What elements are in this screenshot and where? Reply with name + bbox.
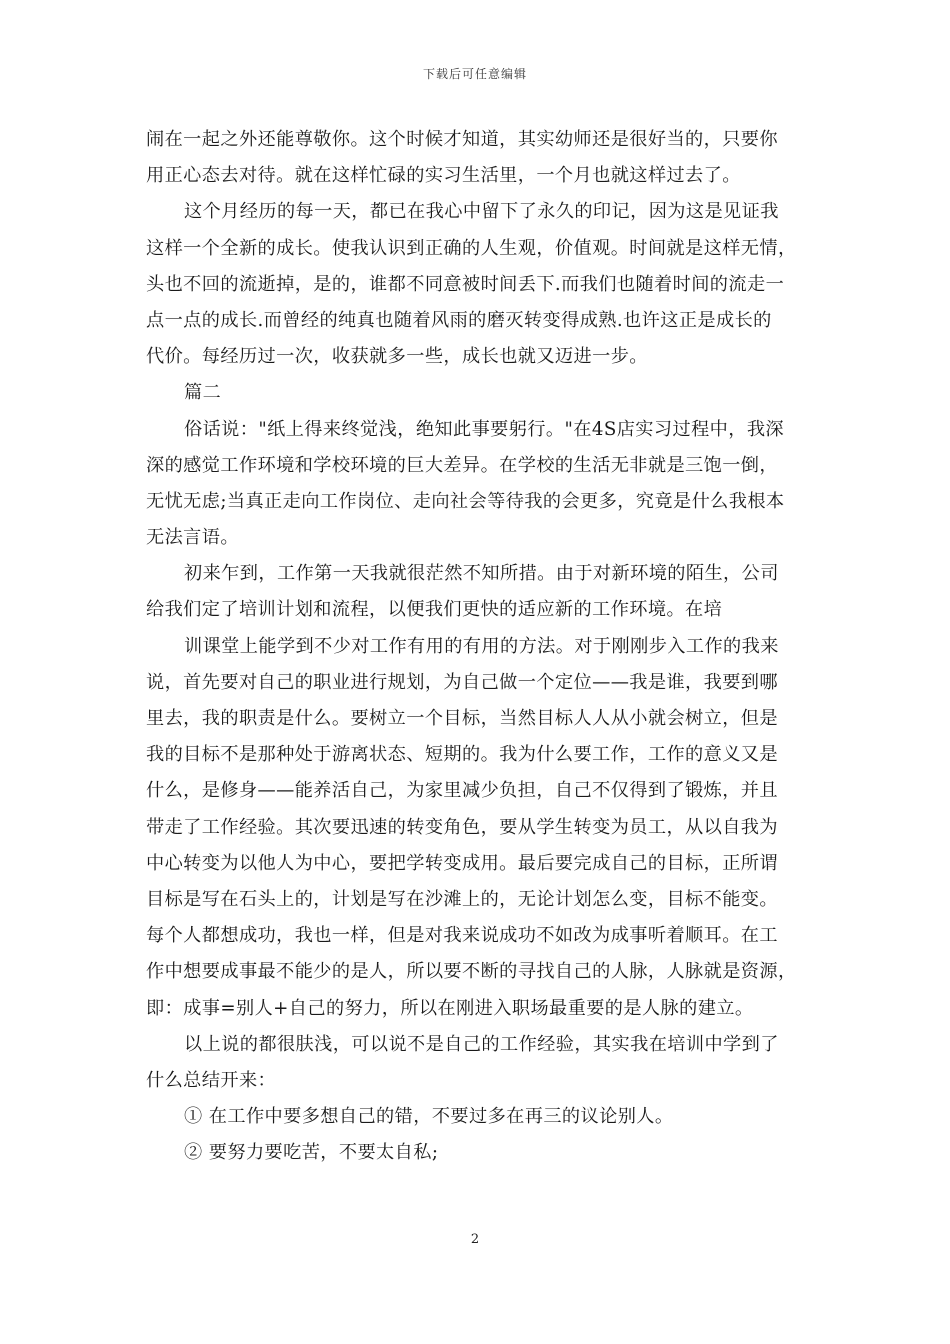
text-line: 什么总结开来： [146,1069,277,1091]
text-line: 无忧无虑;当真正走向工作岗位、走向社会等待我的会更多，究竟是什么我根本 [146,490,785,512]
text-line: 作中想要成事最不能少的是人，所以要不断的寻找自己的人脉，人脉就是资源， [146,961,797,983]
text-line: 初来乍到，工作第一天我就很茫然不知所措。由于对新环境的陌生，公司 [184,563,779,585]
text-line: 这个月经历的每一天，都已在我心中留下了永久的印记，因为这是见证我 [184,201,779,223]
text-line: 什么，是修身——能养活自己，为家里减少负担，自己不仅得到了锻炼，并且 [146,780,778,802]
document-body [146,122,810,1171]
text-line: 说，首先要对自己的职业进行规划，为自己做一个定位——我是谁，我要到哪 [146,671,778,693]
text-line: 闹在一起之外还能尊敬你。这个时候才知道，其实幼师还是很好当的，只要你 [146,129,778,150]
text-line: 篇二 [184,382,222,404]
text-line: 以上说的都很肤浅，可以说不是自己的工作经验，其实我在培训中学到了 [184,1033,779,1055]
text-line: ① 在工作中要多想自己的错，不要过多在再三的议论别人。 [184,1106,674,1128]
text-line: 用正心态去对待。就在这样忙碌的实习生活里，一个月也就这样过去了。 [146,165,741,187]
text-line: 训课堂上能学到不少对工作有用的有用的方法。对于刚刚步入工作的我来 [184,635,779,657]
text-line: 目标是写在石头上的，计划是写在沙滩上的，无论计划怎么变，目标不能变。 [146,888,778,910]
text-line: 给我们定了培训计划和流程，以便我们更快的适应新的工作环境。在培 [146,599,723,621]
text-line: 代价。每经历过一次，收获就多一些，成长也就又迈进一步。 [146,346,648,368]
text-line: 即：成事=别人+自己的努力，所以在刚进入职场最重要的是人脉的建立。 [146,997,754,1019]
text-line: 深的感觉工作环境和学校环境的巨大差异。在学校的生活无非就是三饱一倒， [146,454,778,476]
text-line: 里去，我的职责是什么。要树立一个目标，当然目标人人从小就会树立，但是 [146,708,778,729]
text-line: 点一点的成长.而曾经的纯真也随着风雨的磨灭转变得成熟.也许这正是成长的 [146,309,772,331]
text-line: 带走了工作经验。其次要迅速的转变角色，要从学生转变为员工，从以自我为 [146,816,778,838]
text-line: 俗话说："纸上得来终觉浅，绝知此事要躬行。"在4S店实习过程中，我深 [184,418,784,440]
text-line: 我的目标不是那种处于游离状态、短期的。我为什么要工作，工作的意义又是 [146,744,778,766]
text-line: 每个人都想成功，我也一样，但是对我来说成功不如改为成事听着顺耳。在工 [146,925,778,947]
page-number: 2 [470,1232,480,1247]
text-line: ② 要努力要吃苦，不要太自私; [184,1142,439,1164]
text-line: 中心转变为以他人为中心，要把学转变成用。最后要完成自己的目标，正所谓 [146,852,778,874]
text-line: 头也不回的流逝掉，是的，谁都不同意被时间丢下.而我们也随着时间的流走一 [146,273,785,295]
page-header: 下载后可任意编辑 [422,67,527,81]
text-line: 这样一个全新的成长。使我认识到正确的人生观，价值观。时间就是这样无情， [146,237,797,259]
text-line: 无法言语。 [146,527,239,549]
